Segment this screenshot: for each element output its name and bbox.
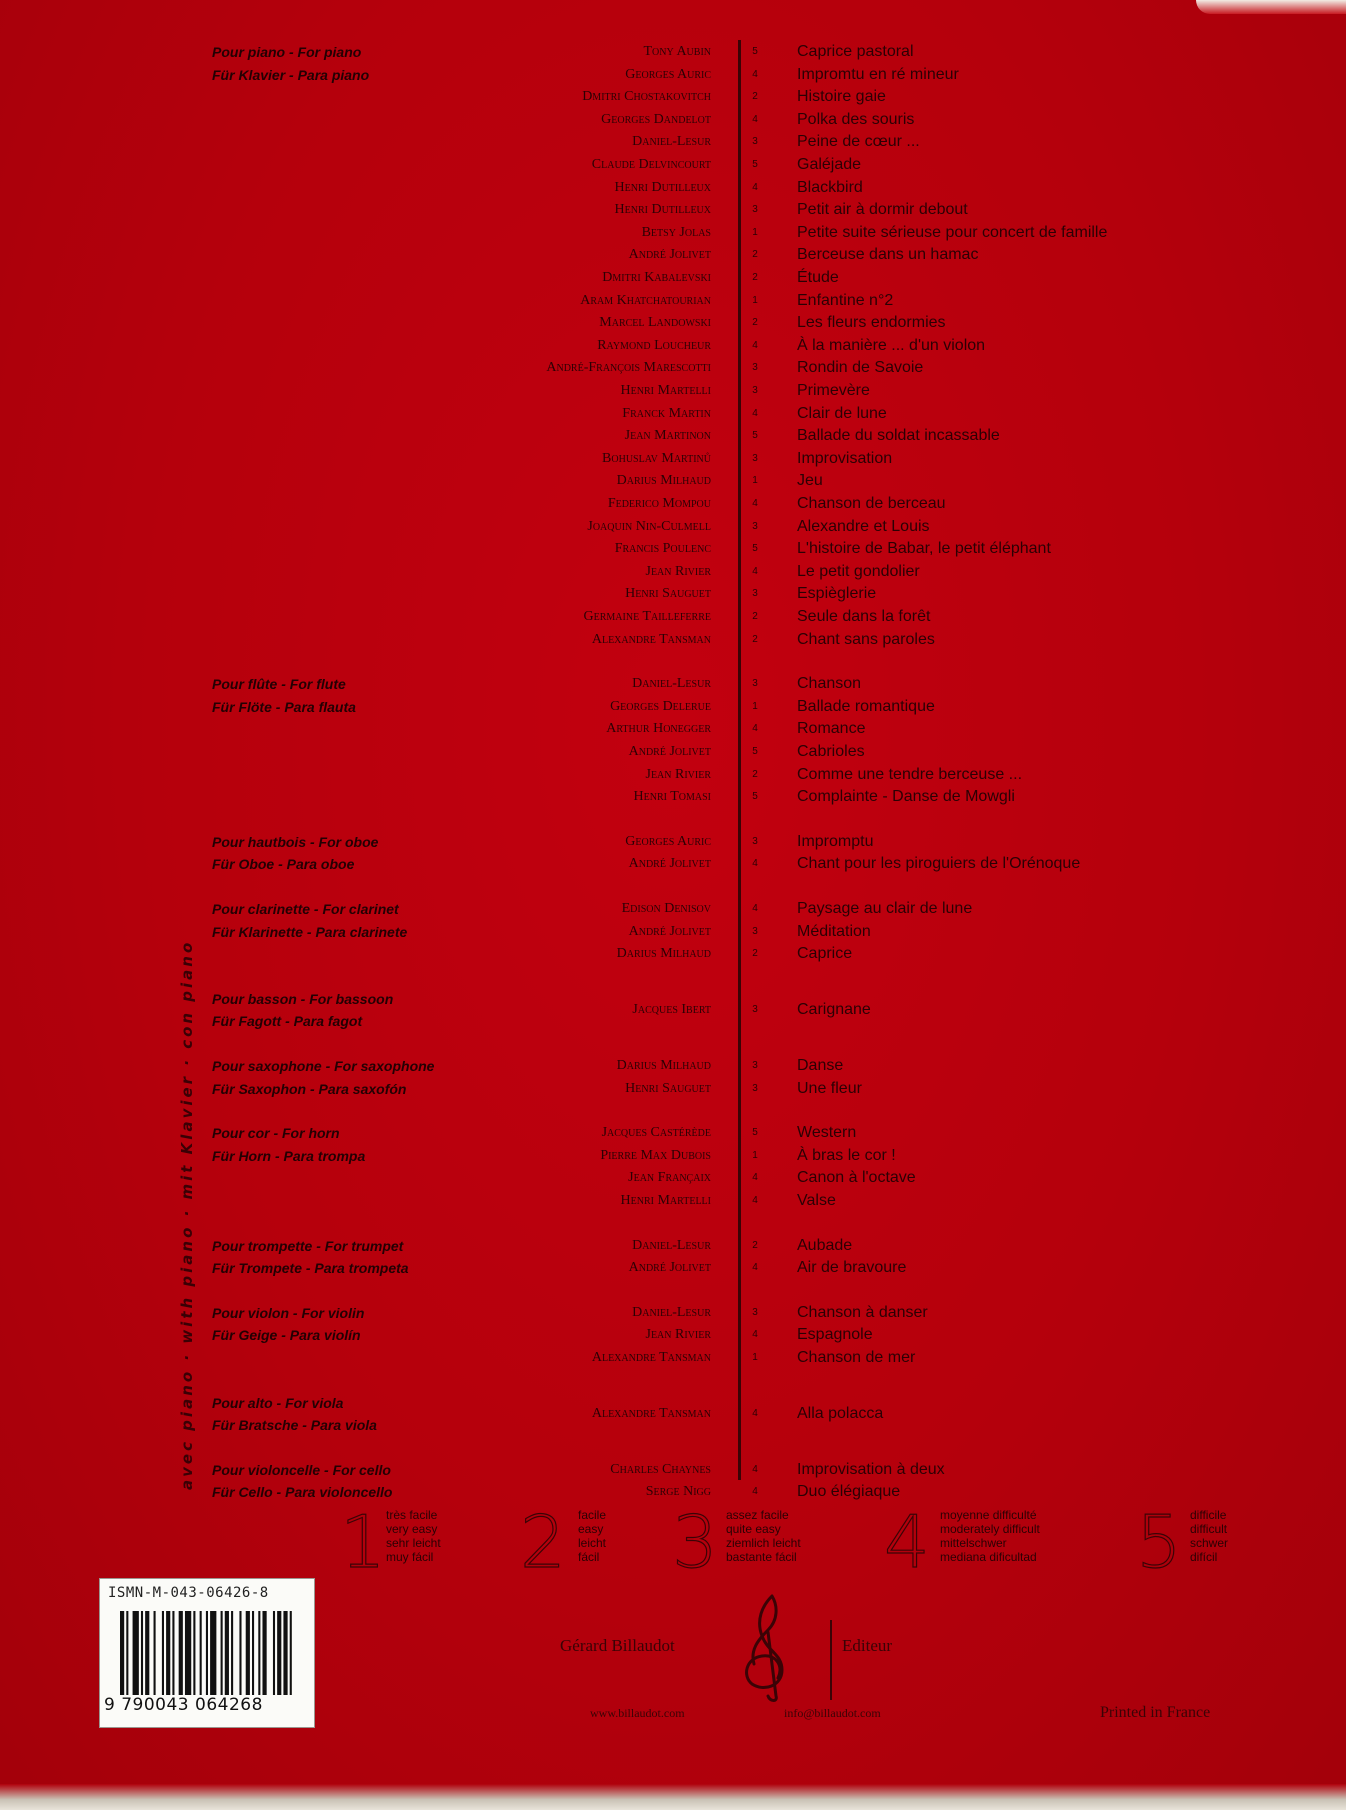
publisher-name: Gérard Billaudot xyxy=(560,1636,675,1655)
treble-clef-logo xyxy=(738,1592,798,1702)
difficulty-level: 4 xyxy=(752,723,758,735)
instrument-label: Für Cello - Para violoncello xyxy=(212,1484,393,1501)
difficulty-level: 5 xyxy=(752,430,758,442)
legend-line: difficult xyxy=(1190,1522,1228,1536)
email-link[interactable]: info@billaudot.com xyxy=(784,1706,881,1720)
barcode-bar xyxy=(239,1611,241,1695)
composer-name: Daniel-Lesur xyxy=(632,1237,711,1253)
composer-name: Charles Chaynes xyxy=(610,1461,711,1477)
composer-name: Henri Dutilleux xyxy=(614,202,711,218)
composer-name: Georges Auric xyxy=(625,833,711,849)
work-title: Petite suite sérieuse pour concert de famille xyxy=(797,223,1108,241)
difficulty-level: 3 xyxy=(752,362,758,374)
work-title: Chanson à danser xyxy=(797,1303,928,1321)
difficulty-level: 3 xyxy=(752,520,758,532)
printed-in: Printed in France xyxy=(1100,1704,1211,1721)
difficulty-level: 4 xyxy=(752,1329,758,1341)
legend-line: moyenne difficulté xyxy=(940,1508,1037,1522)
composer-name: Henri Martelli xyxy=(620,1193,711,1208)
difficulty-level: 3 xyxy=(752,1082,758,1094)
composer-name: Georges Dandelot xyxy=(601,111,711,127)
difficulty-level: 5 xyxy=(752,159,758,170)
composer-name: Darius Milhaud xyxy=(616,473,711,489)
work-title: À bras le cor ! xyxy=(797,1146,896,1164)
work-title: Valse xyxy=(797,1192,836,1209)
legend-line: fácil xyxy=(578,1550,600,1564)
composer-name: Serge Nigg xyxy=(645,1484,711,1500)
barcode-bar xyxy=(141,1611,143,1695)
barcode-bar xyxy=(206,1611,208,1695)
legend-description xyxy=(940,1508,1040,1564)
work-title: Air de bravoure xyxy=(797,1259,907,1277)
difficulty-level: 3 xyxy=(752,1306,758,1318)
barcode-bars xyxy=(120,1611,296,1695)
legend-description xyxy=(726,1508,801,1564)
barcode-bar xyxy=(185,1611,191,1695)
work-title: Étude xyxy=(797,269,839,286)
difficulty-level: 4 xyxy=(752,858,758,870)
difficulty-level: 3 xyxy=(752,1060,758,1071)
difficulty-level: 1 xyxy=(752,1149,758,1161)
composer-name: Jean Rivier xyxy=(645,1327,711,1343)
difficulty-level: 1 xyxy=(752,1352,758,1363)
barcode-bar xyxy=(221,1611,223,1695)
legend-line: schwer xyxy=(1190,1536,1229,1550)
work-title: Chanson de mer xyxy=(797,1349,916,1366)
difficulty-level: 1 xyxy=(752,700,758,712)
instrument-label: Pour violoncelle - For cello xyxy=(212,1461,391,1478)
column-divider xyxy=(738,40,741,1480)
legend-line: sehr leicht xyxy=(386,1536,441,1550)
composer-name: Arthur Honegger xyxy=(606,721,711,737)
barcode-bar xyxy=(133,1611,139,1695)
barcode-bar xyxy=(283,1611,287,1695)
difficulty-level: 4 xyxy=(752,1407,758,1419)
torn-corner xyxy=(1196,0,1346,14)
barcode-bar xyxy=(166,1611,170,1695)
work-title: Clair de lune xyxy=(797,404,887,422)
legend-line: difícil xyxy=(1190,1550,1218,1564)
work-title: Chanson xyxy=(797,675,862,693)
composer-name: Marcel Landowski xyxy=(599,315,711,331)
instrument-label: Für Klavier - Para piano xyxy=(212,66,370,83)
composer-name: Daniel-Lesur xyxy=(632,1304,711,1320)
legend-line: facile xyxy=(578,1508,607,1522)
difficulty-level: 5 xyxy=(752,1127,758,1139)
ismn-code: ISMN-M-043-06426-8 xyxy=(108,1585,269,1601)
composer-name: Dmitri Chostakovitch xyxy=(582,89,711,105)
instrument-label: Pour trompette - For trumpet xyxy=(212,1237,404,1254)
difficulty-level: 2 xyxy=(752,91,758,103)
composer-name: Henri Martelli xyxy=(620,383,711,398)
work-title: Comme une tendre berceuse ... xyxy=(797,765,1023,783)
difficulty-level: 3 xyxy=(752,204,758,216)
difficulty-level: 4 xyxy=(752,1463,758,1475)
instrument-label: Pour saxophone - For saxophone xyxy=(212,1058,435,1074)
barcode-bar xyxy=(225,1611,229,1695)
barcode-bar xyxy=(126,1611,128,1695)
work-title: Caprice pastoral xyxy=(797,43,914,60)
legend-line: quite easy xyxy=(726,1522,781,1536)
work-title: Impromtu en ré mineur xyxy=(797,65,959,83)
side-caption: avec piano · with piano · mit Klavier · con piano xyxy=(178,939,196,1490)
work-title: Western xyxy=(797,1124,857,1142)
work-title: L'histoire de Babar, le petit éléphant xyxy=(797,540,1051,558)
composer-name: Betsy Jolas xyxy=(641,224,711,240)
composer-name: Pierre Max Dubois xyxy=(600,1147,711,1163)
difficulty-level: 5 xyxy=(752,543,758,555)
composer-name: Henri Sauguet xyxy=(625,586,711,602)
work-title: Improvisation à deux xyxy=(797,1460,945,1478)
barcode-bar xyxy=(179,1611,183,1695)
publisher-editeur: Editeur xyxy=(842,1636,893,1655)
difficulty-level: 4 xyxy=(752,1195,758,1206)
difficulty-level: 1 xyxy=(752,294,758,306)
legend-description xyxy=(578,1508,606,1564)
composer-name: Jacques Ibert xyxy=(632,1002,711,1018)
instrument-label: Pour flûte - For flute xyxy=(212,676,346,693)
barcode-bar xyxy=(145,1611,149,1695)
work-title: Duo élégiaque xyxy=(797,1483,901,1501)
work-title: Complainte - Danse de Mowgli xyxy=(797,788,1015,806)
work-title: Petit air à dormir debout xyxy=(797,201,968,219)
legend-number: 5 xyxy=(1136,1500,1182,1584)
instrument-label: Für Horn - Para trompa xyxy=(212,1147,366,1164)
work-title: Histoire gaie xyxy=(797,88,886,106)
work-title: Une fleur xyxy=(797,1079,862,1097)
work-title: Aubade xyxy=(797,1236,853,1254)
work-title: Caprice xyxy=(797,945,853,963)
work-title: Cabrioles xyxy=(797,743,865,760)
work-title: Le petit gondolier xyxy=(797,562,920,580)
work-title: Alla polacca xyxy=(797,1404,884,1422)
composer-name: Alexandre Tansman xyxy=(591,631,711,647)
composer-name: André Jolivet xyxy=(628,1260,711,1276)
composer-name: Edison Denisov xyxy=(621,901,711,916)
difficulty-level: 3 xyxy=(752,835,758,847)
legend-number: 2 xyxy=(520,1500,566,1584)
website-link[interactable]: www.billaudot.com xyxy=(590,1706,685,1720)
barcode-bar xyxy=(252,1611,254,1695)
legend-line: assez facile xyxy=(726,1508,789,1522)
legend-number: 4 xyxy=(884,1500,930,1584)
work-title: Galéjade xyxy=(797,156,862,173)
composer-name: Jean Rivier xyxy=(645,563,711,579)
composer-name: Jean Rivier xyxy=(645,766,711,782)
composer-name: André Jolivet xyxy=(628,247,711,263)
instrument-label: Pour basson - For bassoon xyxy=(212,990,394,1007)
composer-name: Henri Sauguet xyxy=(625,1080,711,1096)
work-title: À la manière ... d'un violon xyxy=(797,336,986,354)
legend-line: très facile xyxy=(386,1508,438,1522)
work-title: Espagnole xyxy=(797,1326,873,1344)
composer-name: Darius Milhaud xyxy=(616,1058,711,1073)
work-title: Les fleurs endormies xyxy=(797,314,946,332)
legend-line: very easy xyxy=(386,1522,438,1536)
instrument-label: Pour clarinette - For clarinet xyxy=(212,901,399,917)
composer-name: André Jolivet xyxy=(628,856,711,872)
composer-name: Federico Mompou xyxy=(607,496,711,511)
work-title: Peine de cœur ... xyxy=(797,133,920,151)
work-title: Chant pour les piroguiers de l'Orénoque xyxy=(797,855,1081,873)
composer-name: Georges Delerue xyxy=(610,698,711,714)
work-title: Polka des souris xyxy=(797,110,915,128)
barcode-bar xyxy=(246,1611,250,1695)
legend-line: muy fácil xyxy=(386,1550,434,1564)
difficulty-level: 4 xyxy=(752,565,758,577)
composer-name: Joaquin Nin-Culmell xyxy=(587,518,711,534)
composer-name: André-François Marescotti xyxy=(546,360,711,376)
instrument-label: Für Fagott - Para fagot xyxy=(212,1013,363,1030)
instrument-label: Pour alto - For viola xyxy=(212,1394,344,1411)
composer-name: Aram Khatchatourian xyxy=(580,292,711,308)
work-title: Impromptu xyxy=(797,832,874,850)
composer-name: Dmitri Kabalevski xyxy=(602,270,711,285)
composer-name: Daniel-Lesur xyxy=(632,676,711,692)
legend-line: difficile xyxy=(1190,1508,1227,1522)
barcode-label xyxy=(99,1578,315,1728)
difficulty-level: 2 xyxy=(752,948,758,960)
difficulty-level: 3 xyxy=(752,452,758,464)
composer-name: Francis Poulenc xyxy=(614,541,711,557)
difficulty-level: 3 xyxy=(752,925,758,937)
difficulty-level: 2 xyxy=(752,317,758,329)
difficulty-level: 2 xyxy=(752,633,758,645)
composer-name: Alexandre Tansman xyxy=(591,1350,711,1365)
instrument-label: Pour hautbois - For oboe xyxy=(212,833,379,850)
difficulty-level: 2 xyxy=(752,768,758,780)
barcode-bar xyxy=(262,1611,266,1695)
publisher-divider xyxy=(830,1620,832,1700)
difficulty-level: 5 xyxy=(752,746,758,757)
instrument-label: Pour violon - For violin xyxy=(212,1304,365,1321)
barcode-bar xyxy=(120,1611,124,1695)
composer-name: André Jolivet xyxy=(628,923,711,939)
composer-name: André Jolivet xyxy=(628,744,711,759)
legend-line: mediana dificultad xyxy=(940,1550,1037,1564)
difficulty-level: 2 xyxy=(752,1239,758,1251)
work-title: Ballade du soldat incassable xyxy=(797,427,1000,445)
barcode-bar xyxy=(162,1611,164,1695)
difficulty-level: 4 xyxy=(752,339,758,351)
instrument-label: Für Bratsche - Para viola xyxy=(212,1417,377,1434)
instrument-label: Pour cor - For horn xyxy=(212,1125,340,1142)
work-title: Carignane xyxy=(797,1001,871,1019)
instrument-label: Für Trompete - Para trompeta xyxy=(212,1260,409,1277)
work-title: Romance xyxy=(797,720,866,738)
difficulty-level: 4 xyxy=(752,1262,758,1274)
work-title: Improvisation xyxy=(797,449,893,467)
composer-name: Tony Aubin xyxy=(643,44,711,59)
composer-name: Darius Milhaud xyxy=(616,946,711,962)
legend-number: 3 xyxy=(672,1500,718,1584)
difficulty-level: 4 xyxy=(752,1172,758,1184)
barcode-bar xyxy=(154,1611,156,1695)
difficulty-level: 4 xyxy=(752,113,758,125)
work-title: Jeu xyxy=(797,472,823,490)
work-title: Danse xyxy=(797,1057,844,1074)
legend-line: easy xyxy=(578,1522,604,1536)
instrument-label: Für Saxophon - Para saxofón xyxy=(212,1080,407,1097)
work-title: Ballade romantique xyxy=(797,697,935,715)
barcode-bar xyxy=(258,1611,260,1695)
composer-name: Germaine Tailleferre xyxy=(583,609,711,624)
barcode-bar xyxy=(200,1611,202,1695)
paper-edge xyxy=(0,1784,1346,1810)
composer-name: Jean Françaix xyxy=(628,1170,711,1186)
composer-name: Henri Dutilleux xyxy=(614,179,711,195)
composer-name: Jacques Castérède xyxy=(601,1125,711,1141)
instrument-label: Für Geige - Para violín xyxy=(212,1327,361,1344)
composer-name: Daniel-Lesur xyxy=(632,134,711,150)
instrument-label: Für Oboe - Para oboe xyxy=(212,856,355,873)
legend-line: ziemlich leicht xyxy=(726,1536,801,1550)
work-title: Berceuse dans un hamac xyxy=(797,246,979,264)
composer-name: Franck Martin xyxy=(622,405,711,421)
work-title: Rondin de Savoie xyxy=(797,359,924,377)
composer-name: Bohuslav Martinů xyxy=(602,450,711,466)
difficulty-level: 3 xyxy=(752,678,758,690)
composer-name: Raymond Loucheur xyxy=(597,337,711,353)
difficulty-level: 1 xyxy=(752,226,758,238)
barcode-bar xyxy=(210,1611,216,1695)
work-title: Méditation xyxy=(797,922,871,940)
instrument-label: Für Klarinette - Para clarinete xyxy=(212,923,408,940)
difficulty-level: 1 xyxy=(752,475,758,487)
difficulty-level: 3 xyxy=(752,1004,758,1016)
barcode-bar xyxy=(231,1611,233,1695)
legend-line: mittelschwer xyxy=(940,1536,1007,1550)
difficulty-level: 4 xyxy=(752,181,758,193)
work-title: Chanson de berceau xyxy=(797,495,946,512)
difficulty-level: 4 xyxy=(752,407,758,419)
difficulty-level: 5 xyxy=(752,791,758,803)
barcode-bar xyxy=(290,1611,292,1695)
difficulty-level: 4 xyxy=(752,1486,758,1498)
barcode-bar xyxy=(277,1611,281,1695)
work-title: Enfantine n°2 xyxy=(797,291,894,309)
work-title: Chant sans paroles xyxy=(797,630,935,648)
legend-line: bastante fácil xyxy=(726,1550,797,1564)
work-title: Canon à l'octave xyxy=(797,1169,916,1187)
instrument-label: Pour piano - For piano xyxy=(212,44,362,60)
legend-line: moderately difficult xyxy=(940,1522,1040,1536)
barcode-bar xyxy=(193,1611,195,1695)
difficulty-level: 3 xyxy=(752,136,758,148)
difficulty-level: 2 xyxy=(752,249,758,261)
legend-description xyxy=(386,1508,441,1564)
composer-name: Claude Delvincourt xyxy=(591,157,711,172)
work-title: Seule dans la forêt xyxy=(797,608,931,625)
work-title: Blackbird xyxy=(797,178,863,196)
barcode-bar xyxy=(273,1611,275,1695)
composer-name: Alexandre Tansman xyxy=(591,1405,711,1421)
work-title: Primevère xyxy=(797,382,870,399)
work-title: Alexandre et Louis xyxy=(797,517,930,535)
legend-line: leicht xyxy=(578,1536,607,1550)
instrument-label: Für Flöte - Para flauta xyxy=(212,698,356,715)
difficulty-level: 3 xyxy=(752,385,758,396)
difficulty-level: 3 xyxy=(752,588,758,600)
work-title: Espièglerie xyxy=(797,585,877,603)
difficulty-level: 4 xyxy=(752,68,758,80)
legend-number: 1 xyxy=(340,1500,386,1584)
legend-description xyxy=(1190,1508,1228,1564)
difficulty-level: 4 xyxy=(752,903,758,914)
difficulty-level: 2 xyxy=(752,272,758,283)
work-title: Paysage au clair de lune xyxy=(797,900,973,917)
barcode-bar xyxy=(172,1611,174,1695)
composer-name: Henri Tomasi xyxy=(633,789,711,805)
difficulty-level: 2 xyxy=(752,611,758,622)
composer-name: Georges Auric xyxy=(625,66,711,82)
difficulty-level: 4 xyxy=(752,498,758,509)
difficulty-level: 5 xyxy=(752,46,758,57)
barcode-number: 9 790043 064268 xyxy=(104,1695,263,1715)
composer-name: Jean Martinon xyxy=(624,428,711,444)
